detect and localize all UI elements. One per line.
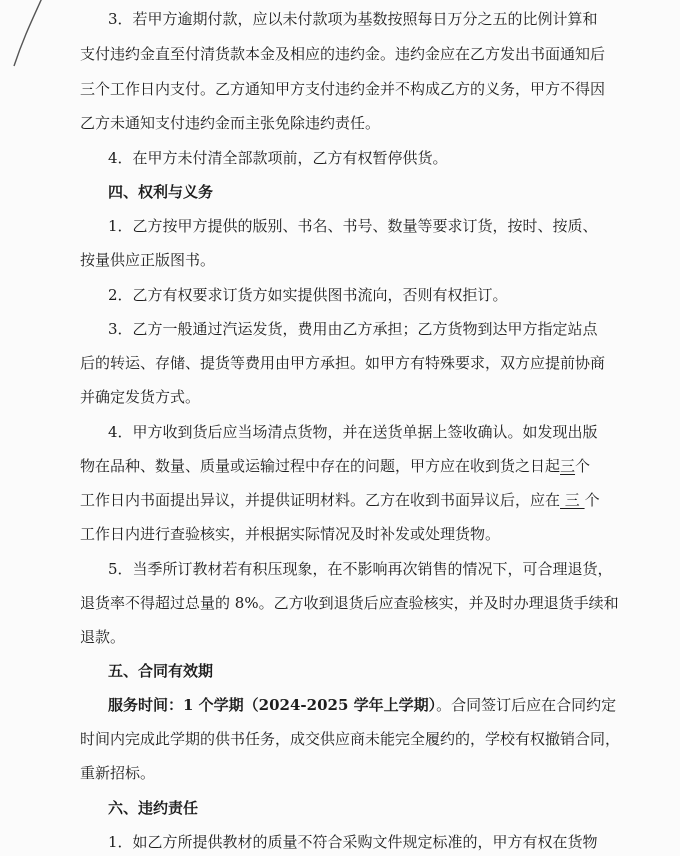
line-text: 乙方未通知支付违约金而主张免除违约责任。 (80, 114, 381, 132)
text-line (0, 728, 680, 750)
text-line (0, 249, 680, 271)
text-line (0, 112, 680, 134)
line-text: 1．如乙方所提供教材的质量不符合采购文件规定标准的，甲方有权在货物 (108, 833, 598, 851)
underlined-value: 三 (560, 491, 585, 509)
text-line (0, 43, 680, 65)
text-line (0, 215, 680, 237)
line-text: 4．甲方收到货后应当场清点货物，并在送货单据上签收确认。如发现出版 (108, 423, 598, 441)
line-text: 五、合同有效期 (108, 662, 214, 680)
line-text: 3．乙方一般通过汽运发货，费用由乙方承担；乙方货物到达甲方指定站点 (108, 320, 598, 338)
text-line (0, 78, 680, 100)
line-text: 后的转运、存储、提货等费用由甲方承担。如甲方有特殊要求，双方应提前协商 (80, 354, 606, 372)
text-line (0, 386, 680, 408)
line-text: 2．乙方有权要求订货方如实提供图书流向，否则有权拒订。 (108, 286, 508, 304)
line-text-continued: 。合同签订后应在合同约定 (436, 696, 617, 714)
text-line (0, 352, 680, 374)
line-text-continued: 个 (584, 491, 600, 509)
line-text: 1．乙方按甲方提供的版别、书名、书号、数量等要求订货，按时、按质、 (108, 217, 598, 235)
text-line (0, 558, 680, 580)
line-text: 三个工作日内支付。乙方通知甲方支付违约金并不构成乙方的义务，甲方不得因 (80, 80, 606, 98)
text-line (0, 489, 680, 511)
text-line (0, 8, 680, 30)
line-text: 退款。 (80, 628, 126, 646)
section-heading (0, 797, 680, 819)
line-text: 四、权利与义务 (108, 183, 214, 201)
text-line (0, 421, 680, 443)
text-line (0, 592, 680, 614)
text-line (0, 455, 680, 477)
text-line (0, 523, 680, 545)
line-text: 退货率不得超过总量的 8%。乙方收到退货后应查验核实，并及时办理退货手续和 (80, 594, 619, 612)
line-text: 工作日内书面提出异议，并提供证明材料。乙方在收到书面异议后，应在 (80, 491, 561, 509)
line-text: 时间内完成此学期的供书任务，成交供应商未能完全履约的，学校有权撤销合同， (80, 730, 621, 748)
text-line (0, 284, 680, 306)
line-text: 重新招标。 (80, 764, 156, 782)
line-text: 5．当季所订教材若有积压现象，在不影响再次销售的情况下，可合理退货， (108, 560, 613, 578)
section-heading (0, 660, 680, 682)
section-heading (0, 694, 680, 716)
line-text: 按量供应正版图书。 (80, 251, 216, 269)
line-text: 并确定发货方式。 (80, 388, 201, 406)
line-text: 3．若甲方逾期付款，应以未付款项为基数按照每日万分之五的比例计算和 (108, 10, 598, 28)
line-text: 六、违约责任 (108, 799, 199, 817)
text-line (0, 831, 680, 853)
line-text: 服务时间：1 个学期（2024-2025 学年上学期） (108, 696, 437, 714)
text-line (0, 318, 680, 340)
line-text: 4．在甲方未付清全部款项前，乙方有权暂停供货。 (108, 149, 448, 167)
line-text-continued: 个 (575, 457, 591, 475)
underlined-value: 三 (560, 457, 576, 475)
text-line (0, 626, 680, 648)
line-text: 物在品种、数量、质量或运输过程中存在的问题，甲方应在收到货之日起 (80, 457, 561, 475)
text-line (0, 147, 680, 169)
section-heading (0, 181, 680, 203)
line-text: 工作日内进行查验核实，并根据实际情况及时补发或处理货物。 (80, 525, 501, 543)
line-text: 支付违约金直至付清货款本金及相应的违约金。违约金应在乙方发出书面通知后 (80, 45, 606, 63)
text-line (0, 762, 680, 784)
